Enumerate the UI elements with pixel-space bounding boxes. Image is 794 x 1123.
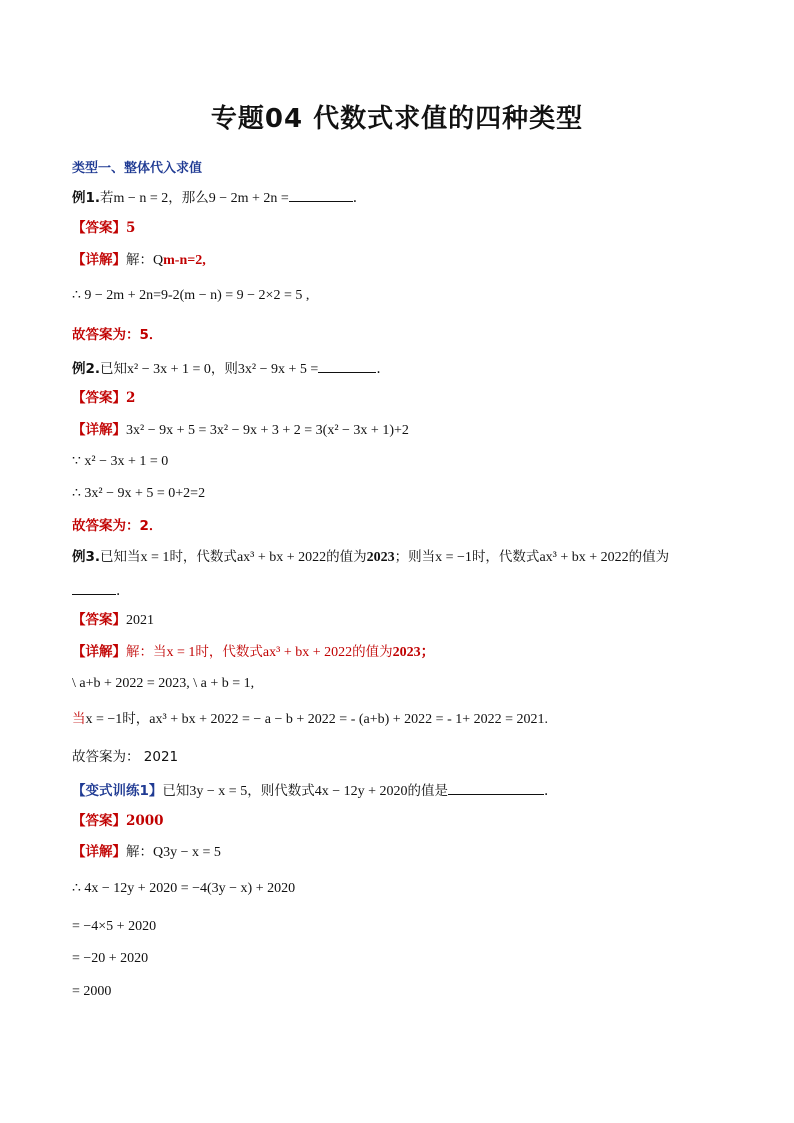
variation-1-detail: 【详解】解：Q3y − x = 5 <box>72 844 221 860</box>
detail-label: 【详解】 <box>72 422 126 438</box>
page-title: 专题04 代数式求值的四种类型 <box>210 104 584 134</box>
math-expression: x² − 3x + 1 = 0 <box>127 362 211 377</box>
example-3-question: 例3.已知当x = 1时，代数式ax³ + bx + 2022的值为2023；则当x = −1时，代数式ax³ + bx + 2022的值为 <box>72 549 670 565</box>
answer-blank <box>448 780 544 795</box>
answer-label: 【答案】 <box>72 220 126 236</box>
example-2-conclusion: 故答案为：2． <box>72 518 163 534</box>
answer-value: 2021 <box>126 613 154 628</box>
answer-blank <box>72 580 116 595</box>
example-label: 例3. <box>72 549 101 565</box>
example-2-answer <box>72 389 135 407</box>
example-3-step: 当x = −1时，ax³ + bx + 2022 = − a − b + 2022 = - (a+b) + 2022 = - 1+ 2022 = 2021. <box>72 711 549 727</box>
example-1-conclusion: 故答案为：5． <box>72 327 163 343</box>
example-3-detail: 【详解】解：当x = 1时，代数式ax³ + bx + 2022的值为2023； <box>72 644 435 660</box>
variation-1-step: = −20 + 2020 <box>72 951 149 966</box>
detail-label: 【详解】 <box>72 644 126 660</box>
example-2-question: 例2.已知x² − 3x + 1 = 0，则3x² − 9x + 5 = . <box>72 358 381 379</box>
example-2-step: ∵ x² − 3x + 1 = 0 <box>72 454 169 469</box>
answer-label: 【答案】 <box>72 390 126 406</box>
answer-blank <box>289 187 353 202</box>
example-3-step: \ a+b + 2022 = 2023, \ a + b = 1, <box>72 676 255 691</box>
example-3-answer <box>72 611 154 630</box>
answer-blank <box>318 358 376 373</box>
answer-value: 2000 <box>126 813 164 829</box>
example-1-question: 例1.若m − n = 2，那么9 − 2m + 2n = . <box>72 187 357 208</box>
math-expression: 3x² − 9x + 5 = <box>237 362 319 377</box>
section-heading: 类型一、整体代入求值 <box>72 161 203 176</box>
example-label: 例1. <box>72 190 101 206</box>
variation-1-answer <box>72 812 164 830</box>
answer-label: 【答案】 <box>72 813 126 829</box>
variation-label: 【变式训练1】 <box>72 783 163 799</box>
example-3-blank-line: . <box>72 580 120 600</box>
example-1-step: ∴ 9 − 2m + 2n=9-2(m − n) = 9 − 2×2 = 5 , <box>72 288 310 303</box>
example-1-detail: 【详解】解：Qm-n=2, <box>72 252 206 268</box>
answer-label: 【答案】 <box>72 612 126 628</box>
answer-value: 5 <box>126 220 136 236</box>
math-expression: m − n = 2 <box>113 191 169 206</box>
math-expression: 9 − 2m + 2n = <box>208 191 289 206</box>
variation-1-step: = 2000 <box>72 984 112 999</box>
example-label: 例2. <box>72 361 101 377</box>
variation-1-step: ∴ 4x − 12y + 2020 = −4(3y − x) + 2020 <box>72 881 296 896</box>
example-2-detail: 【详解】3x² − 9x + 5 = 3x² − 9x + 3 + 2 = 3(x² − 3x + 1)+2 <box>72 422 409 438</box>
detail-label: 【详解】 <box>72 252 126 268</box>
example-2-step: ∴ 3x² − 9x + 5 = 0+2=2 <box>72 486 206 501</box>
detail-label: 【详解】 <box>72 844 126 860</box>
answer-value: 2 <box>126 390 136 406</box>
example-3-conclusion: 故答案为： 2021 <box>72 749 179 765</box>
variation-1-step: = −4×5 + 2020 <box>72 919 157 934</box>
variation-1-question: 【变式训练1】已知3y − x = 5，则代数式4x − 12y + 2020的值是 . <box>72 780 548 801</box>
example-1-answer <box>72 219 135 237</box>
